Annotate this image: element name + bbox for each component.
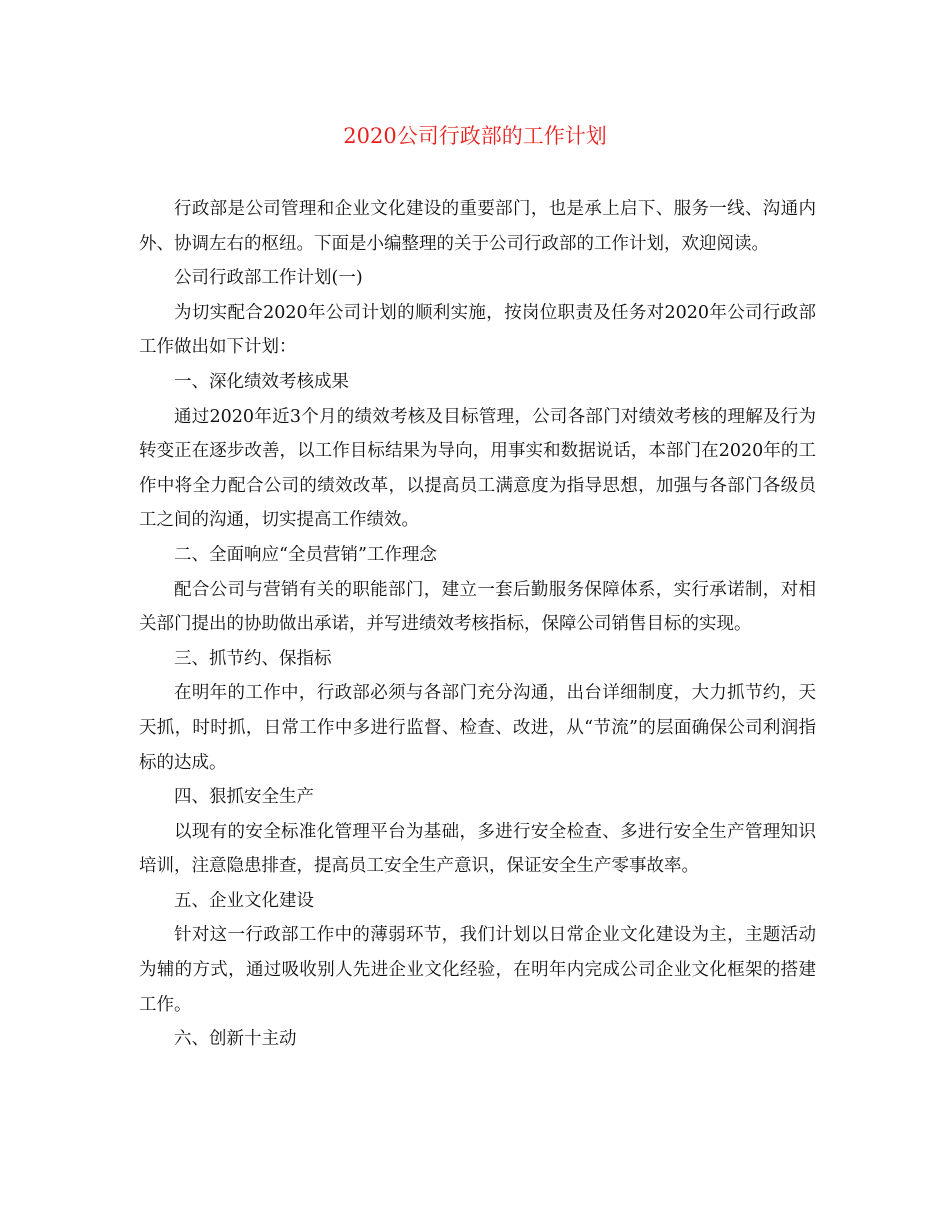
section-heading-plan-1: 公司行政部工作计划(一) <box>174 268 363 289</box>
document-body <box>139 192 816 1057</box>
item-heading-4: 四、狠抓安全生产 <box>174 787 314 808</box>
item-heading-1: 一、深化绩效考核成果 <box>174 371 349 392</box>
document-title: 2020公司行政部的工作计划 <box>343 124 607 148</box>
item-paragraph-1: 通过2020年近3个月的绩效考核及目标管理，公司各部门对绩效考核的理解及行为转变正在逐步改善，以工作目标结果为导向，用事实和数据说话，本部门在2020年的工作中将全力配合公司的绩效改革，以提高员工满意度为指导思想，加强与各部门各级员工之间的沟通，切实提高工作绩效。 <box>139 406 816 531</box>
item-paragraph-3: 在明年的工作中，行政部必须与各部门充分沟通，出台详细制度，大力抓节约，天天抓，时时抓，日常工作中多进行监督、检查、改进，从“节流”的层面确保公司利润指标的达成。 <box>139 683 816 773</box>
item-heading-5: 五、企业文化建设 <box>174 890 314 911</box>
item-paragraph-5: 针对这一行政部工作中的薄弱环节，我们计划以日常企业文化建设为主，主题活动为辅的方式，通过吸收别人先进企业文化经验，在明年内完成公司企业文化框架的搭建工作。 <box>139 925 816 1015</box>
plan-intro-paragraph: 为切实配合2020年公司计划的顺利实施，按岗位职责及任务对2020年公司行政部工作做出如下计划： <box>139 302 816 358</box>
intro-paragraph: 行政部是公司管理和企业文化建设的重要部门，也是承上启下、服务一线、沟通内外、协调左右的枢纽。下面是小编整理的关于公司行政部的工作计划，欢迎阅读。 <box>139 199 816 254</box>
item-heading-6: 六、创新十主动 <box>174 1029 297 1050</box>
item-paragraph-2: 配合公司与营销有关的职能部门，建立一套后勤服务保障体系，实行承诺制，对相关部门提出的协助做出承诺，并写进绩效考核指标，保障公司销售目标的实现。 <box>139 579 816 635</box>
item-heading-3: 三、抓节约、保指标 <box>174 648 332 669</box>
item-paragraph-4: 以现有的安全标准化管理平台为基础，多进行安全检查、多进行安全生产管理知识培训，注意隐患排查，提高员工安全生产意识，保证安全生产零事故率。 <box>139 821 816 877</box>
item-heading-2: 二、全面响应“全员营销”工作理念 <box>174 544 437 565</box>
